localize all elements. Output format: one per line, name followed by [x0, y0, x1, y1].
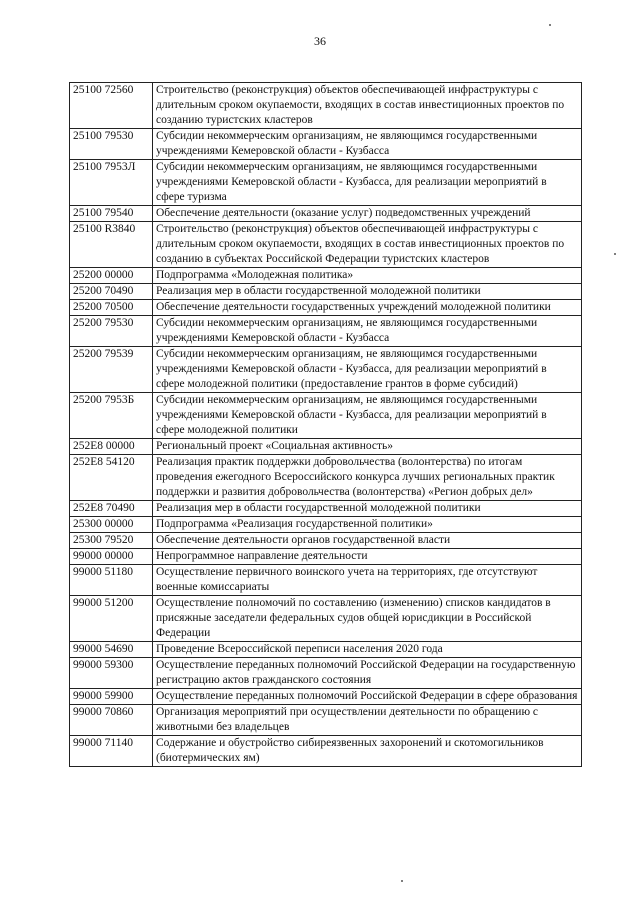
row-code: 25300 00000 — [70, 517, 153, 533]
table-row — [70, 160, 582, 206]
row-description: Строительство (реконструкция) объектов обеспечивающей инфраструктуры с длительным сроком окупаемости, входящих в состав инвестиционных проектов по созданию в субъектах Российской Федерации туристских кластеров — [153, 222, 582, 268]
row-code: 99000 59300 — [70, 658, 153, 689]
table-row — [70, 300, 582, 316]
row-code: 25200 79530 — [70, 316, 153, 347]
row-code: 252E8 70490 — [70, 501, 153, 517]
table-row — [70, 222, 582, 268]
table-row — [70, 658, 582, 689]
table-row — [70, 316, 582, 347]
table-row — [70, 642, 582, 658]
row-description: Реализация мер в области государственной молодежной политики — [153, 284, 582, 300]
row-description: Обеспечение деятельности органов государственной власти — [153, 533, 582, 549]
table-row — [70, 347, 582, 393]
table-row — [70, 689, 582, 705]
row-description: Непрограммное направление деятельности — [153, 549, 582, 565]
row-code: 25200 79539 — [70, 347, 153, 393]
row-description: Реализация практик поддержки добровольчества (волонтерства) по итогам проведения ежегодного Всероссийского конкурса лучших региональных практик поддержки и развития добровольчества (волонтерства) «Регион добрых дел» — [153, 455, 582, 501]
table-row — [70, 565, 582, 596]
table-row — [70, 517, 582, 533]
row-code: 25200 70500 — [70, 300, 153, 316]
row-code: 99000 70860 — [70, 705, 153, 736]
table-row — [70, 596, 582, 642]
table-row — [70, 455, 582, 501]
table-row — [70, 549, 582, 565]
row-description: Реализация мер в области государственной молодежной политики — [153, 501, 582, 517]
row-description: Организация мероприятий при осуществлении деятельности по обращению с животными без владельцев — [153, 705, 582, 736]
row-description: Субсидии некоммерческим организациям, не являющимся государственными учреждениями Кемеровской области - Кузбасса, для реализации мероприятий в сфере молодежной политики (предоставление грантов в форме субсидий) — [153, 347, 582, 393]
row-code: 25300 79520 — [70, 533, 153, 549]
row-code: 25100 72560 — [70, 83, 153, 129]
row-description: Осуществление первичного воинского учета на территориях, где отсутствуют военные комиссариаты — [153, 565, 582, 596]
table-row — [70, 393, 582, 439]
table-row — [70, 83, 582, 129]
row-code: 252E8 54120 — [70, 455, 153, 501]
row-code: 25100 7953Л — [70, 160, 153, 206]
row-description: Обеспечение деятельности государственных учреждений молодежной политики — [153, 300, 582, 316]
row-code: 25200 00000 — [70, 268, 153, 284]
table-row — [70, 705, 582, 736]
row-description: Подпрограмма «Молодежная политика» — [153, 268, 582, 284]
table-row — [70, 268, 582, 284]
scan-speck — [614, 253, 616, 255]
row-description: Строительство (реконструкция) объектов обеспечивающей инфраструктуры с длительным сроком окупаемости, входящих в состав инвестиционных проектов по созданию туристских кластеров — [153, 83, 582, 129]
row-description: Осуществление полномочий по составлению (изменению) списков кандидатов в присяжные заседатели федеральных судов общей юрисдикции в Российской Федерации — [153, 596, 582, 642]
table-body — [70, 83, 582, 767]
row-code: 99000 59900 — [70, 689, 153, 705]
scan-speck — [549, 24, 551, 26]
row-description: Осуществление переданных полномочий Российской Федерации на государственную регистрацию актов гражданского состояния — [153, 658, 582, 689]
scan-speck — [401, 880, 403, 882]
row-description: Подпрограмма «Реализация государственной политики» — [153, 517, 582, 533]
page-number: 36 — [314, 34, 326, 48]
row-description: Проведение Всероссийской переписи населения 2020 года — [153, 642, 582, 658]
row-code: 25100 R3840 — [70, 222, 153, 268]
table-row — [70, 533, 582, 549]
row-description: Обеспечение деятельности (оказание услуг) подведомственных учреждений — [153, 206, 582, 222]
budget-codes-table — [69, 82, 582, 767]
row-code: 25100 79530 — [70, 129, 153, 160]
table-row — [70, 736, 582, 767]
row-description: Осуществление переданных полномочий Российской Федерации в сфере образования — [153, 689, 582, 705]
row-description: Содержание и обустройство сибиреязвенных захоронений и скотомогильников (биотермических ям) — [153, 736, 582, 767]
row-description: Субсидии некоммерческим организациям, не являющимся государственными учреждениями Кемеровской области - Кузбасса, для реализации мероприятий в сфере молодежной политики — [153, 393, 582, 439]
table-row — [70, 129, 582, 160]
row-code: 25100 79540 — [70, 206, 153, 222]
row-description: Субсидии некоммерческим организациям, не являющимся государственными учреждениями Кемеровской области - Кузбасса — [153, 316, 582, 347]
row-code: 99000 00000 — [70, 549, 153, 565]
table-row — [70, 439, 582, 455]
row-code: 25200 70490 — [70, 284, 153, 300]
row-description: Субсидии некоммерческим организациям, не являющимся государственными учреждениями Кемеровской области - Кузбасса — [153, 129, 582, 160]
row-code: 99000 51200 — [70, 596, 153, 642]
row-code: 99000 51180 — [70, 565, 153, 596]
row-code: 252E8 00000 — [70, 439, 153, 455]
table-row — [70, 501, 582, 517]
table-row — [70, 284, 582, 300]
row-code: 25200 7953Б — [70, 393, 153, 439]
row-code: 99000 71140 — [70, 736, 153, 767]
row-description: Субсидии некоммерческим организациям, не являющимся государственными учреждениями Кемеровской области - Кузбасса, для реализации мероприятий в сфере туризма — [153, 160, 582, 206]
row-description: Региональный проект «Социальная активность» — [153, 439, 582, 455]
table-row — [70, 206, 582, 222]
row-code: 99000 54690 — [70, 642, 153, 658]
